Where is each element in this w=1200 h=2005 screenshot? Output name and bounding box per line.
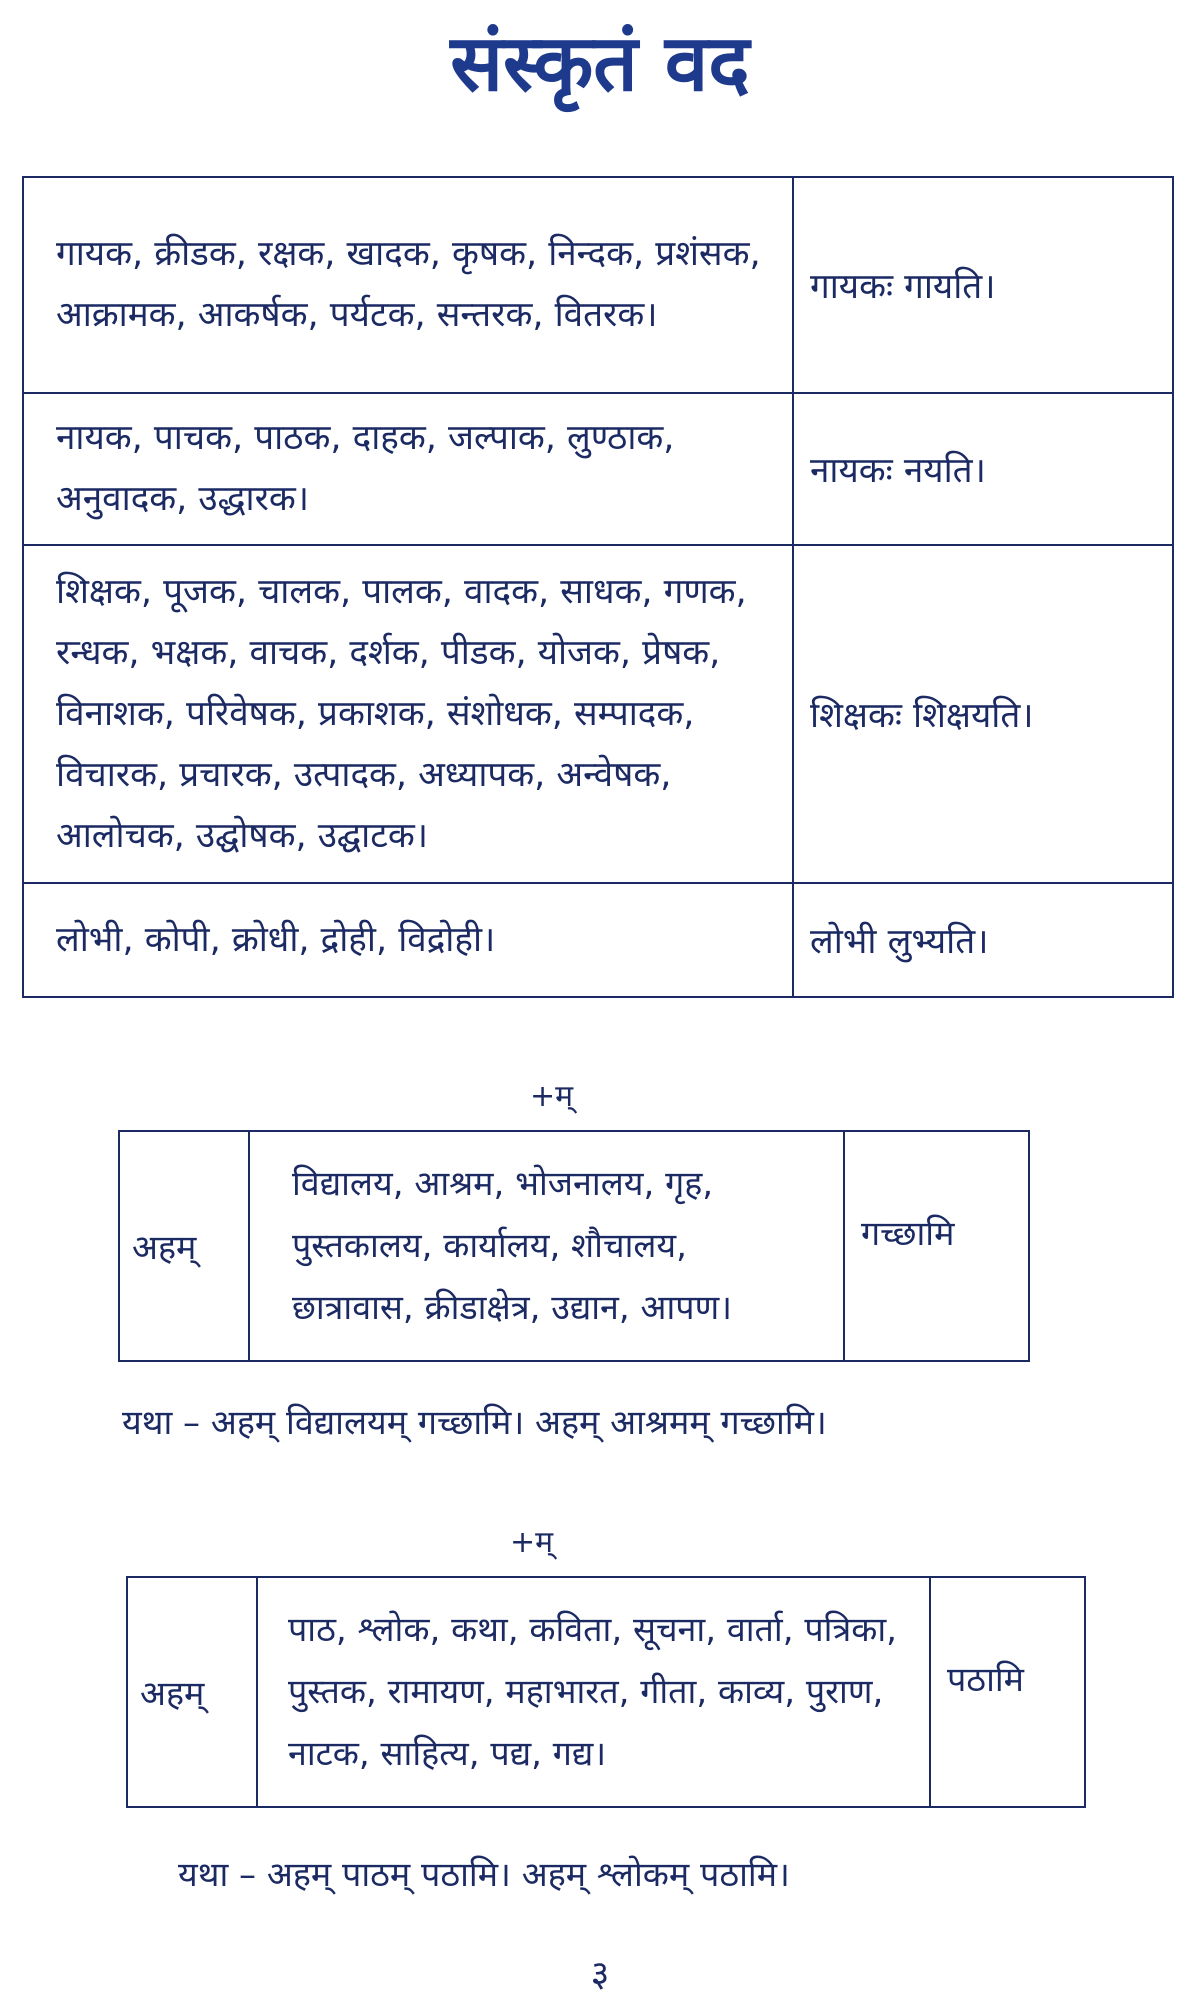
example-sentence-cell: लोभी लुभ्यति। (793, 883, 1173, 997)
verb-text: पठामि (947, 1660, 1025, 1700)
table-row (23, 393, 1173, 545)
texts-list-cell: पाठ, श्लोक, कथा, कविता, सूचना, वार्ता, पत्रिका, पुस्तक, रामायण, महाभारत, गीता, काव्य, पुराण, नाटक, साहित्य, पद्य, गद्य। (257, 1577, 930, 1807)
subject-cell: अहम् (119, 1131, 249, 1361)
noun-list-cell: शिक्षक, पूजक, चालक, पालक, वादक, साधक, गणक, रन्धक, भक्षक, वाचक, दर्शक, पीडक, योजक, प्रेषक, विनाशक, परिवेषक, प्रकाशक, संशोधक, सम्पादक, विचारक, प्रचारक, उत्पादक, अध्यापक, अन्वेषक, आलोचक, उद्घोषक, उद्घाटक। (23, 545, 793, 883)
example-sentence-cell: नायकः नयति। (793, 393, 1173, 545)
table-row (119, 1131, 1029, 1361)
noun-verb-table (22, 176, 1174, 998)
places-list-cell: विद्यालय, आश्रम, भोजनालय, गृह, पुस्तकालय, कार्यालय, शौचालय, छात्रावास, क्रीडाक्षेत्र, उद्यान, आपण। (249, 1131, 844, 1361)
page-number: ३ (590, 1954, 610, 1995)
page-title: संस्कृतं वद (450, 19, 750, 109)
noun-list-cell: लोभी, कोपी, क्रोधी, द्रोही, विद्रोही। (23, 883, 793, 997)
pathami-table (126, 1576, 1086, 1808)
gacchami-table (118, 1130, 1030, 1362)
example-sentence-cell: शिक्षकः शिक्षयति। (793, 545, 1173, 883)
table-row (23, 883, 1173, 997)
subject-cell: अहम् (127, 1577, 257, 1807)
noun-list-cell: नायक, पाचक, पाठक, दाहक, जल्पाक, लुण्ठाक, अनुवादक, उद्धारक। (23, 393, 793, 545)
example-line: यथा – अहम् पाठम् पठामि। अहम् श्लोकम् पठामि। (178, 1855, 790, 1895)
table-row (23, 177, 1173, 393)
verb-cell (930, 1577, 1085, 1807)
verb-text: गच्छामि (861, 1214, 955, 1254)
verb-cell (844, 1131, 1029, 1361)
suffix-label: +म् (510, 1525, 554, 1560)
table-row (127, 1577, 1085, 1807)
example-sentence-cell: गायकः गायति। (793, 177, 1173, 393)
suffix-label: +म् (530, 1079, 574, 1114)
example-line: यथा – अहम् विद्यालयम् गच्छामि। अहम् आश्रमम् गच्छामि। (122, 1403, 827, 1443)
table-row (23, 545, 1173, 883)
noun-list-cell: गायक, क्रीडक, रक्षक, खादक, कृषक, निन्दक, प्रशंसक, आक्रामक, आकर्षक, पर्यटक, सन्तरक, वितरक। (23, 177, 793, 393)
